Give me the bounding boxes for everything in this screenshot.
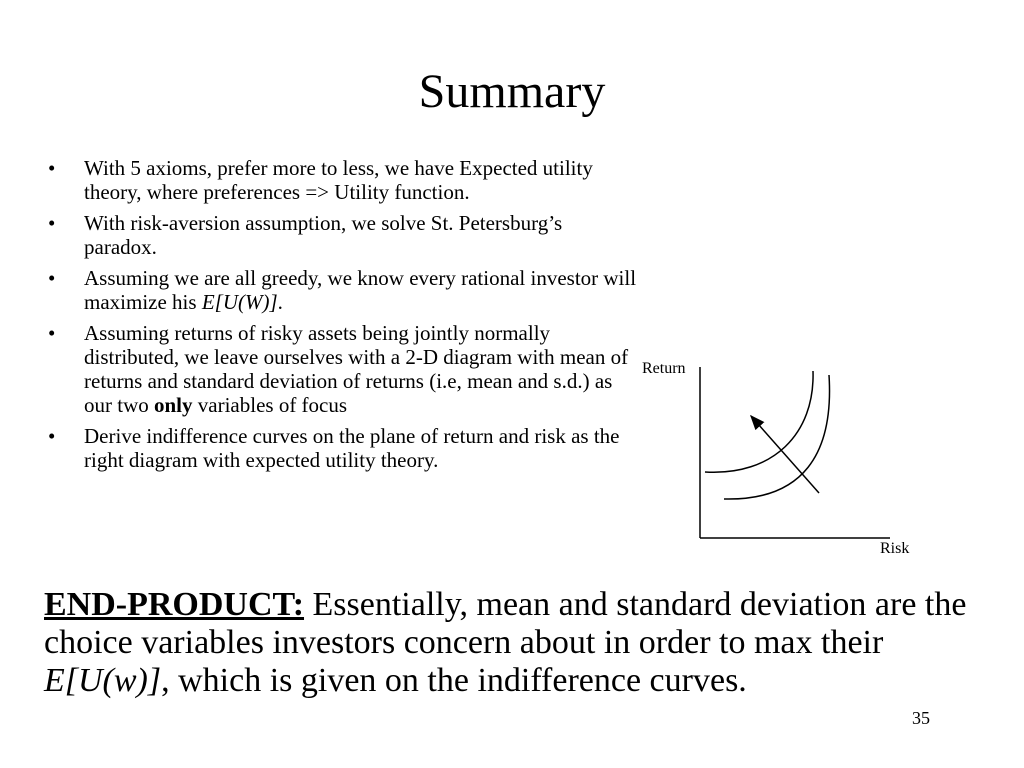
bullet-text: Derive indifference curves on the plane of return and risk as the right diagram with expected utility theory. [84,424,620,472]
bullet-italic-term: E[U(W)] [201,290,278,314]
indifference-curve-outer [724,375,830,499]
bullet-bold-term: only [154,393,193,417]
utility-direction-arrow [751,416,819,493]
bullet-item [40,321,640,417]
bullet-item [40,424,640,472]
bullet-dot: • [48,156,56,180]
end-product-italic-term: E[U(w)] [44,662,162,699]
bullet-text: Assuming returns of risky assets being jointly normally distributed, we leave ourselves with a 2-D diagram with mean of returns and standard deviation of returns (i.e, mean and s.d.) as our two [84,321,629,417]
bullet-text: With 5 axioms, prefer more to less, we have Expected utility theory, where preferences => Utility function. [84,156,593,204]
bullet-item [40,266,640,314]
slide-title: Summary [418,65,606,118]
indifference-curve-inner [705,371,813,472]
bullet-text: Assuming we are all greedy, we know every rational investor will maximize his [84,266,637,314]
y-axis-label: Return [642,360,686,377]
bullet-text-end: variables of focus [192,393,348,417]
bullet-dot: • [48,211,56,235]
bullet-dot: • [48,266,56,290]
indifference-curve-diagram [638,354,938,564]
bullet-dot: • [48,424,56,448]
bullet-item [40,156,640,204]
end-product-statement [44,586,984,700]
end-product-text-end: , which is given on the indifference curves. [161,662,747,699]
bullet-item [40,211,640,259]
page-number: 35 [912,708,930,728]
end-product-label: END-PRODUCT: [44,586,305,623]
bullet-text: With risk-aversion assumption, we solve St. Petersburg’s paradox. [84,211,563,259]
end-product-text: Essentially, mean and standard deviation are the choice variables investors concern about in order to max their [44,586,967,661]
bullet-list [40,156,640,479]
bullet-text-end: . [277,290,283,314]
bullet-dot: • [48,321,56,345]
x-axis-label: Risk [880,540,910,557]
